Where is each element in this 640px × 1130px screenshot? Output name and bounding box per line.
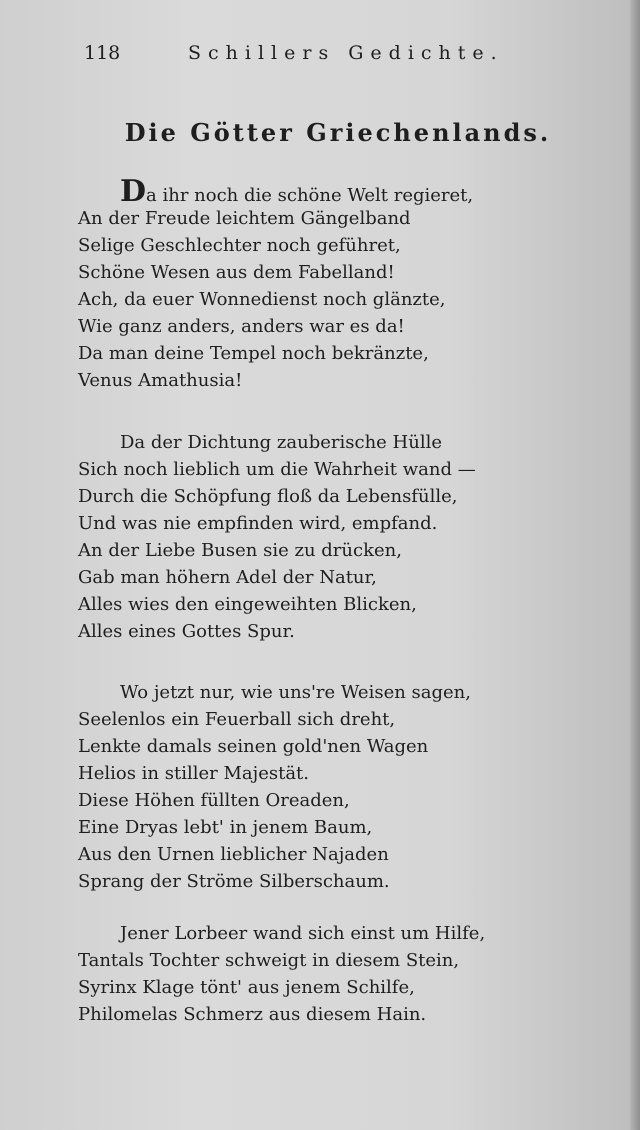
verse-line-text: a ihr noch die schöne Welt regieret, [146, 185, 474, 206]
verse-line: Seelenlos ein Feuerball sich dreht, [78, 709, 396, 730]
verse-line: An der Liebe Busen sie zu drücken, [78, 540, 402, 561]
verse-line: Lenkte damals seinen gold'nen Wagen [78, 736, 429, 757]
verse-line: Selige Geschlechter noch geführet, [78, 235, 401, 256]
drop-cap: D [120, 174, 147, 209]
verse-line: Sprang der Ströme Silberschaum. [78, 871, 390, 892]
verse-line: Ach, da euer Wonnedienst noch glänzte, [78, 289, 446, 310]
verse-line: Da der Dichtung zauberische Hülle [120, 432, 442, 453]
verse-line: Tantals Tochter schweigt in diesem Stein, [78, 950, 460, 971]
verse-line: Jener Lorbeer wand sich einst um Hilfe, [120, 923, 486, 944]
stanza-1 [78, 174, 528, 394]
verse-line: Schöne Wesen aus dem Fabelland! [78, 262, 395, 283]
verse-line: Da man deine Tempel noch bekränzte, [78, 343, 429, 364]
verse-line: Gab man höhern Adel der Natur, [78, 567, 377, 588]
verse-line: Alles wies den eingeweihten Blicken, [78, 594, 417, 615]
verse-line: Eine Dryas lebt' in jenem Baum, [78, 817, 373, 838]
poem-title: Die Götter Griechenlands. [124, 118, 552, 147]
verse-line: Und was nie empfinden wird, empfand. [78, 513, 438, 534]
verse-line: Syrinx Klage tönt' aus jenem Schilfe, [78, 977, 415, 998]
stanza-2 [78, 429, 528, 645]
verse-line: Durch die Schöpfung floß da Lebensfülle, [78, 486, 458, 507]
verse-line: Helios in stiller Majestät. [78, 763, 310, 784]
verse-line: Diese Höhen füllten Oreaden, [78, 790, 350, 811]
verse-line: Aus den Urnen lieblicher Najaden [78, 844, 389, 865]
running-title: Schillers Gedichte. [188, 42, 504, 64]
verse-line: Venus Amathusia! [78, 370, 243, 391]
stanza-3 [78, 679, 528, 895]
verse-line [78, 174, 528, 209]
verse-line: Wo jetzt nur, wie uns're Weisen sagen, [120, 682, 471, 703]
verse-line: Alles eines Gottes Spur. [78, 621, 295, 642]
verse-line: Philomelas Schmerz aus diesem Hain. [78, 1004, 427, 1025]
page-number: 118 [84, 42, 121, 64]
verse-line: Sich noch lieblich um die Wahrheit wand — [78, 459, 476, 480]
page-edge-shadow [630, 0, 640, 1130]
running-head [84, 42, 524, 70]
stanza-4 [78, 920, 528, 1028]
verse-line: An der Freude leichtem Gängelband [78, 208, 411, 229]
verse-line: Wie ganz anders, anders war es da! [78, 316, 405, 337]
